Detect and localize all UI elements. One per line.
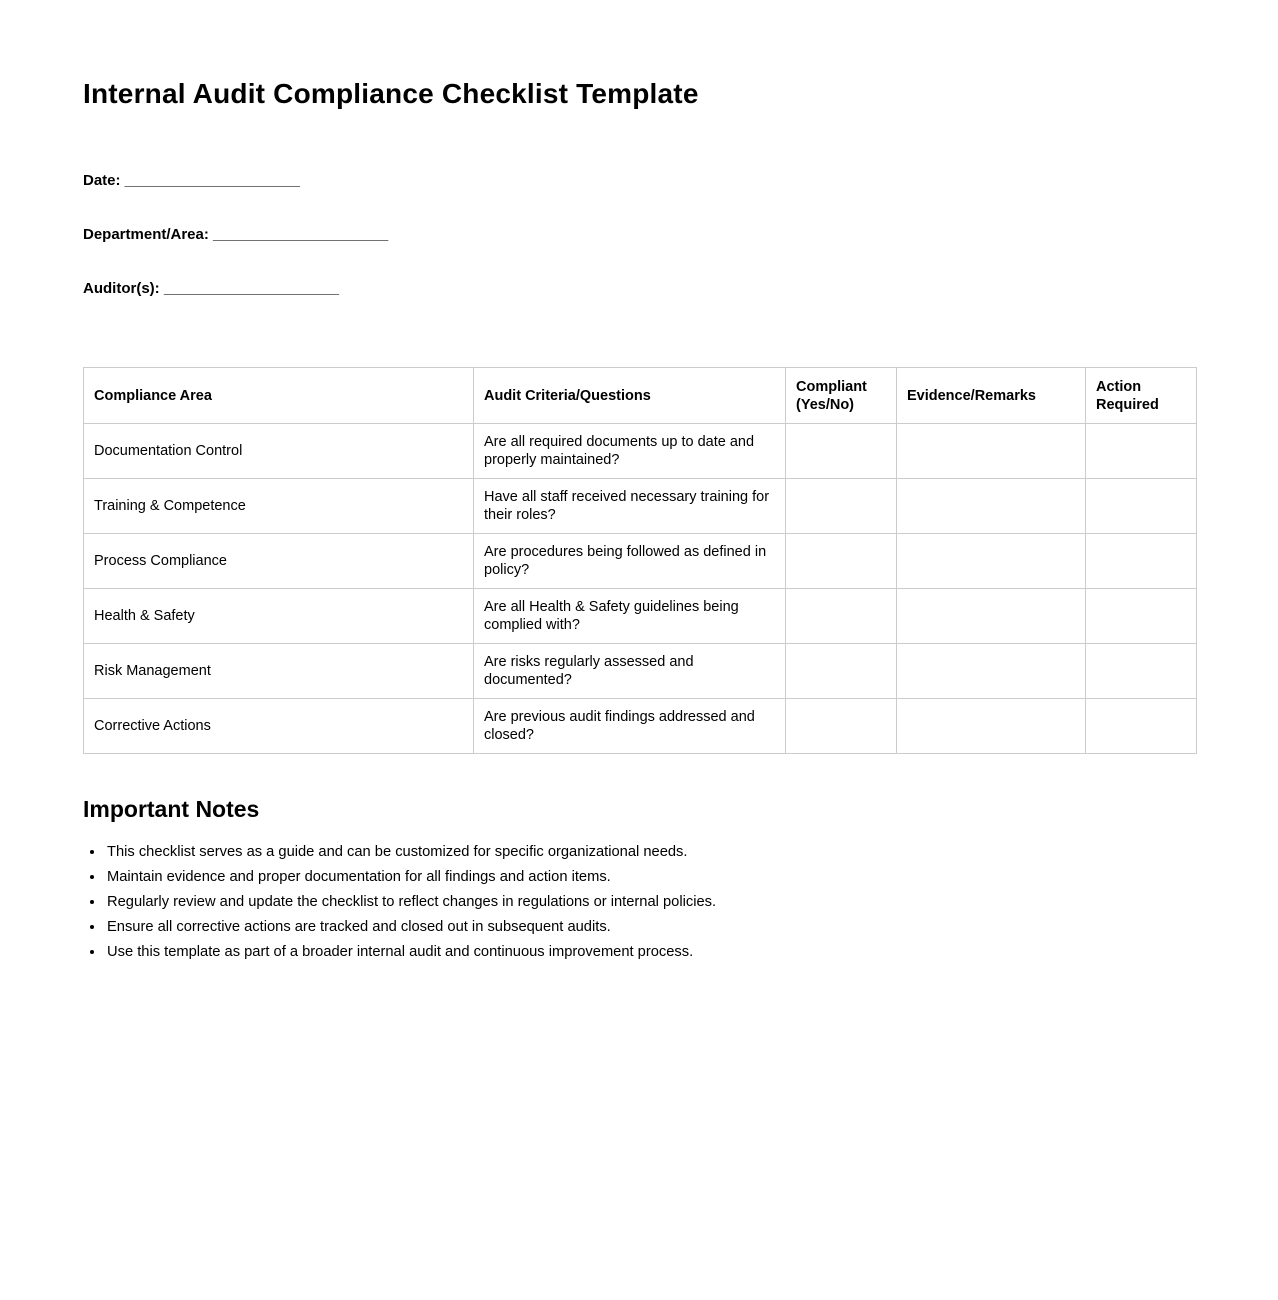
cell-action	[1086, 534, 1197, 589]
cell-action	[1086, 644, 1197, 699]
table-row	[84, 644, 1197, 699]
cell-action	[1086, 699, 1197, 754]
meta-fields	[83, 136, 1196, 334]
cell-compliance-area: Training & Competence	[84, 479, 474, 534]
department-area-label: Department/Area:	[83, 226, 209, 243]
cell-audit-criteria: Are all Health & Safety guidelines being complied with?	[474, 589, 786, 644]
cell-compliant	[786, 589, 897, 644]
note-item: • Use this template as part of a broader internal audit and continuous improvement process.	[105, 943, 1196, 961]
date-field	[83, 172, 1196, 190]
auditors-field	[83, 280, 1196, 298]
cell-compliant	[786, 479, 897, 534]
cell-evidence	[897, 644, 1086, 699]
note-item: • This checklist serves as a guide and can be customized for specific organizational needs.	[105, 843, 1196, 861]
table-row	[84, 534, 1197, 589]
cell-audit-criteria: Are procedures being followed as defined in policy?	[474, 534, 786, 589]
header-evidence-remarks: Evidence/Remarks	[897, 368, 1086, 424]
auditors-fill-line: _____________________	[159, 280, 340, 297]
cell-evidence	[897, 479, 1086, 534]
cell-evidence	[897, 424, 1086, 479]
note-item: • Maintain evidence and proper documentation for all findings and action items.	[105, 868, 1196, 886]
note-item: • Ensure all corrective actions are tracked and closed out in subsequent audits.	[105, 918, 1196, 936]
cell-compliance-area: Process Compliance	[84, 534, 474, 589]
cell-compliance-area: Corrective Actions	[84, 699, 474, 754]
cell-compliance-area: Documentation Control	[84, 424, 474, 479]
date-fill-line: _____________________	[120, 172, 300, 189]
important-notes-heading: Important Notes	[83, 796, 260, 822]
cell-audit-criteria: Are risks regularly assessed and documented?	[474, 644, 786, 699]
auditors-label: Auditor(s):	[83, 280, 160, 297]
cell-compliant	[786, 699, 897, 754]
cell-evidence	[897, 534, 1086, 589]
table-row	[84, 589, 1197, 644]
cell-compliant	[786, 534, 897, 589]
table-header-row	[84, 368, 1197, 424]
date-label: Date:	[83, 172, 121, 189]
department-area-fill-line: _____________________	[208, 226, 389, 243]
cell-action	[1086, 479, 1197, 534]
table-row	[84, 479, 1197, 534]
cell-audit-criteria: Have all staff received necessary training for their roles?	[474, 479, 786, 534]
header-audit-criteria: Audit Criteria/Questions	[474, 368, 786, 424]
cell-compliant	[786, 424, 897, 479]
cell-action	[1086, 424, 1197, 479]
cell-audit-criteria: Are all required documents up to date and properly maintained?	[474, 424, 786, 479]
cell-compliance-area: Risk Management	[84, 644, 474, 699]
document-content	[83, 0, 1196, 968]
note-item: • Regularly review and update the checklist to reflect changes in regulations or internal policies.	[105, 893, 1196, 911]
cell-compliance-area: Health & Safety	[84, 589, 474, 644]
important-notes-list	[83, 843, 1196, 961]
header-action-required: Action Required	[1086, 368, 1197, 424]
header-compliance-area: Compliance Area	[84, 368, 474, 424]
table-row	[84, 424, 1197, 479]
cell-audit-criteria: Are previous audit findings addressed and closed?	[474, 699, 786, 754]
cell-compliant	[786, 644, 897, 699]
department-area-field	[83, 226, 1196, 244]
header-compliant: Compliant (Yes/No)	[786, 368, 897, 424]
page-title: Internal Audit Compliance Checklist Template	[83, 78, 699, 109]
table-row	[84, 699, 1197, 754]
cell-evidence	[897, 699, 1086, 754]
cell-action	[1086, 589, 1197, 644]
compliance-checklist-table	[83, 367, 1197, 754]
cell-evidence	[897, 589, 1086, 644]
